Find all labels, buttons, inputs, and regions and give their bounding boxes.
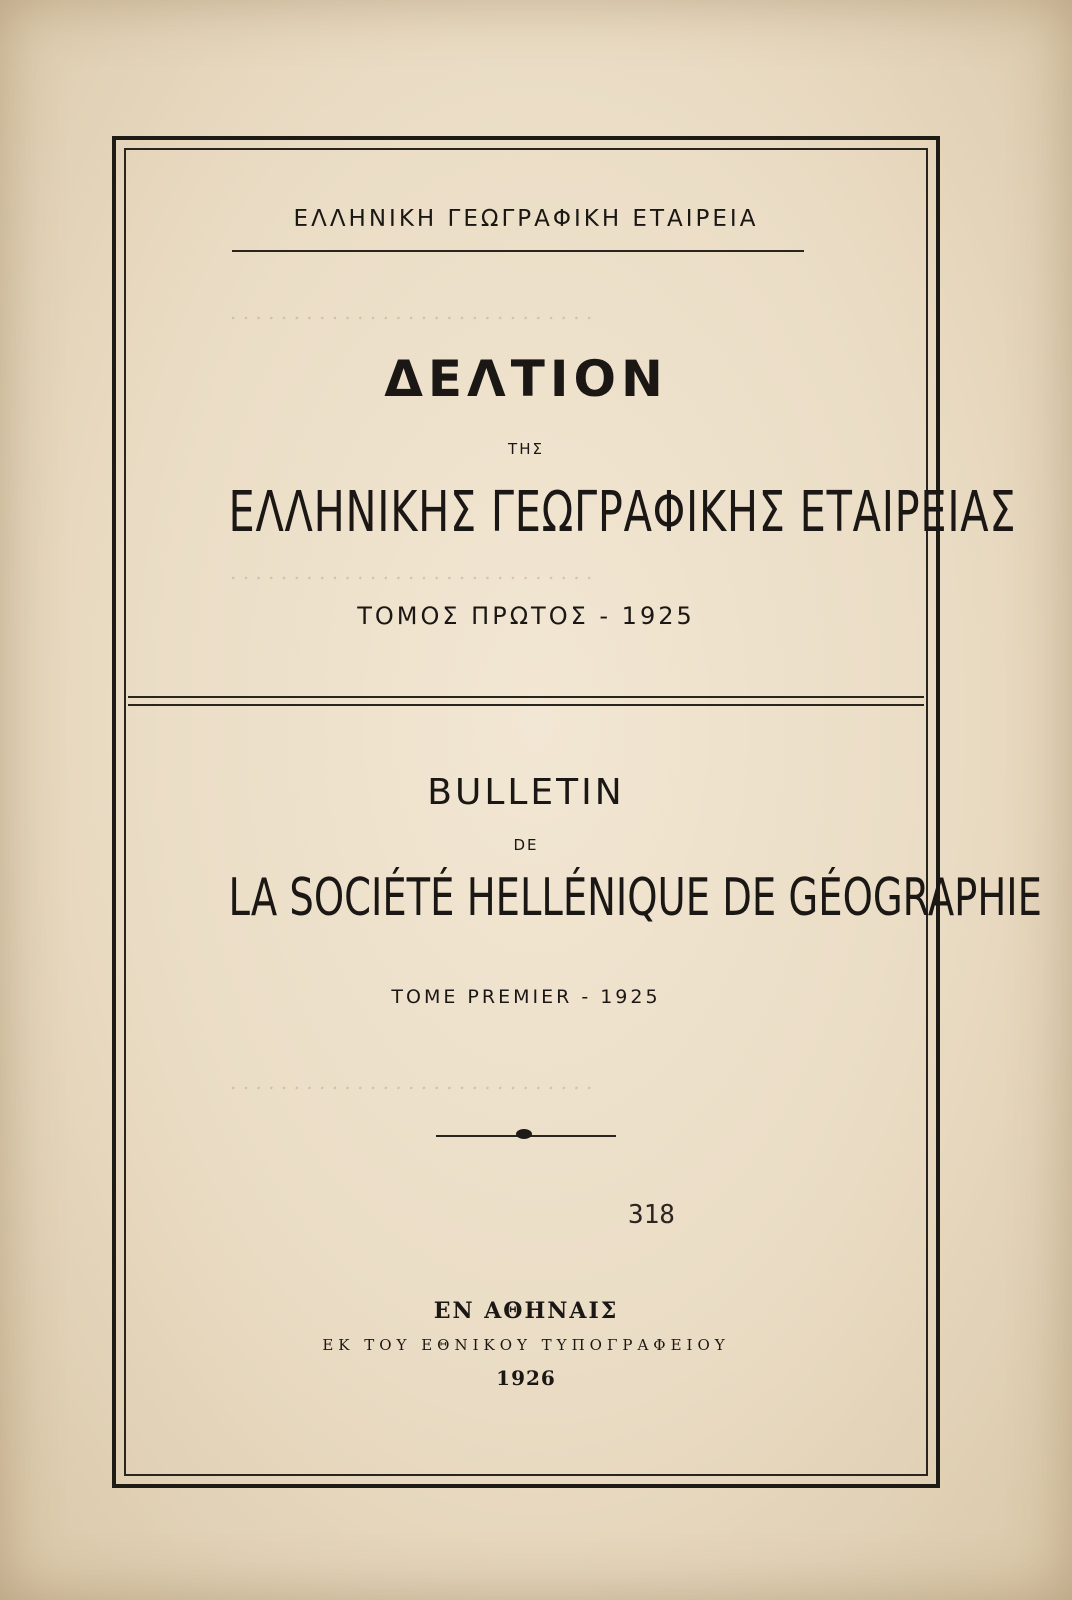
header-rule xyxy=(232,250,804,252)
greek-title: ΔΕΛΤΙΟΝ xyxy=(384,350,668,408)
bleed-through-text: . . . . . . . . . . . . . . . . . . . . . . . . . . . . . xyxy=(230,300,593,324)
section-divider xyxy=(128,696,924,698)
printer-name: ΕΚ ΤΟΥ ΕΘΝΙΚΟΥ ΤΥΠΟΓΡΑΦΕΙΟΥ xyxy=(322,1336,730,1354)
handwritten-number: 318 xyxy=(628,1200,675,1230)
french-volume: TOME PREMIER - 1925 xyxy=(391,986,661,1008)
ornament-divider xyxy=(436,1129,616,1143)
greek-volume: ΤΟΜΟΣ ΠΡΩΤΟΣ - 1925 xyxy=(357,602,695,630)
french-title: BULLETIN xyxy=(427,772,625,813)
greek-society-name: ΕΛΛΗΝΙΚΗΣ ΓΕΩΓΡΑΦΙΚΗΣ ΕΤΑΙΡΕΙΑΣ xyxy=(228,480,1017,545)
society-header: ΕΛΛΗΝΙΚΗ ΓΕΩΓΡΑΦΙΚΗ ΕΤΑΙΡΕΙΑ xyxy=(293,206,759,232)
ornament-dot xyxy=(516,1129,532,1139)
publication-year: 1926 xyxy=(496,1366,556,1390)
french-connector: DE xyxy=(513,836,539,854)
greek-connector: ΤΗΣ xyxy=(508,440,544,458)
publication-place: ΕΝ ΑΘΗΝΑΙΣ xyxy=(433,1298,619,1324)
bleed-through-text: . . . . . . . . . . . . . . . . . . . . . . . . . . . . . xyxy=(230,1070,593,1094)
french-society-name: LA SOCIÉTÉ HELLÉNIQUE DE GÉOGRAPHIE xyxy=(228,868,1042,928)
bleed-through-text: . . . . . . . . . . . . . . . . . . . . . . . . . . . . . xyxy=(230,560,593,584)
section-divider xyxy=(128,704,924,706)
